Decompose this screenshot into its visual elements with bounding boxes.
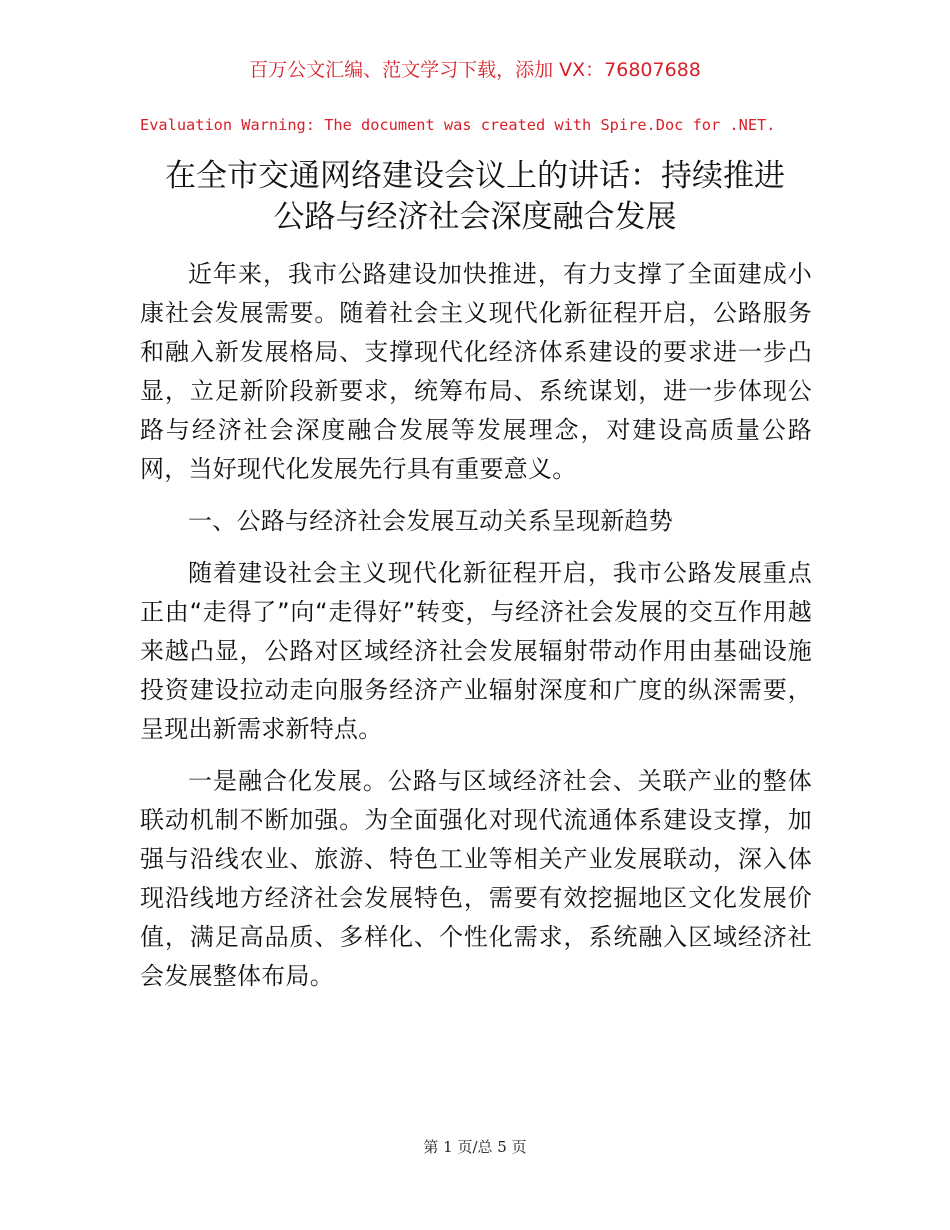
document-body: [140, 255, 812, 1009]
paragraph-integration: 一是融合化发展。公路与区域经济社会、关联产业的整体联动机制不断加强。为全面强化对现代流通体系建设支撑，加强与沿线农业、旅游、特色工业等相关产业发展联动，深入体现沿线地方经济社会发展特色，需要有效挖掘地区文化发展价值，满足高品质、多样化、个性化需求，系统融入区域经济社会发展整体布局。: [140, 767, 812, 990]
paragraph-trend: 随着建设社会主义现代化新征程开启，我市公路发展重点正由“走得了”向“走得好”转变，与经济社会发展的交互作用越来越凸显，公路对区域经济社会发展辐射带动作用由基础设施投资建设拉动走向服务经济产业辐射深度和广度的纵深需要，呈现出新需求新特点。: [140, 559, 812, 743]
title-line-2: 公路与经济社会深度融合发展: [273, 199, 677, 235]
paragraph-intro: 近年来，我市公路建设加快推进，有力支撑了全面建成小康社会发展需要。随着社会主义现代化新征程开启，公路服务和融入新发展格局、支撑现代化经济体系建设的要求进一步凸显，立足新阶段新要求，统筹布局、系统谋划，进一步体现公路与经济社会深度融合发展等发展理念，对建设高质量公路网，当好现代化发展先行具有重要意义。: [140, 260, 812, 483]
title-line-1: 在全市交通网络建设会议上的讲话：持续推进: [165, 158, 785, 194]
evaluation-warning: Evaluation Warning: The document was created with Spire.Doc for .NET.: [140, 116, 776, 134]
document-title: [100, 156, 850, 238]
page-number: 第 1 页/总 5 页: [423, 1138, 527, 1156]
section-heading-1: 一、公路与经济社会发展互动关系呈现新趋势: [188, 507, 673, 535]
promo-header: 百万公文汇编、范文学习下载，添加 VX：76807688: [249, 59, 701, 81]
